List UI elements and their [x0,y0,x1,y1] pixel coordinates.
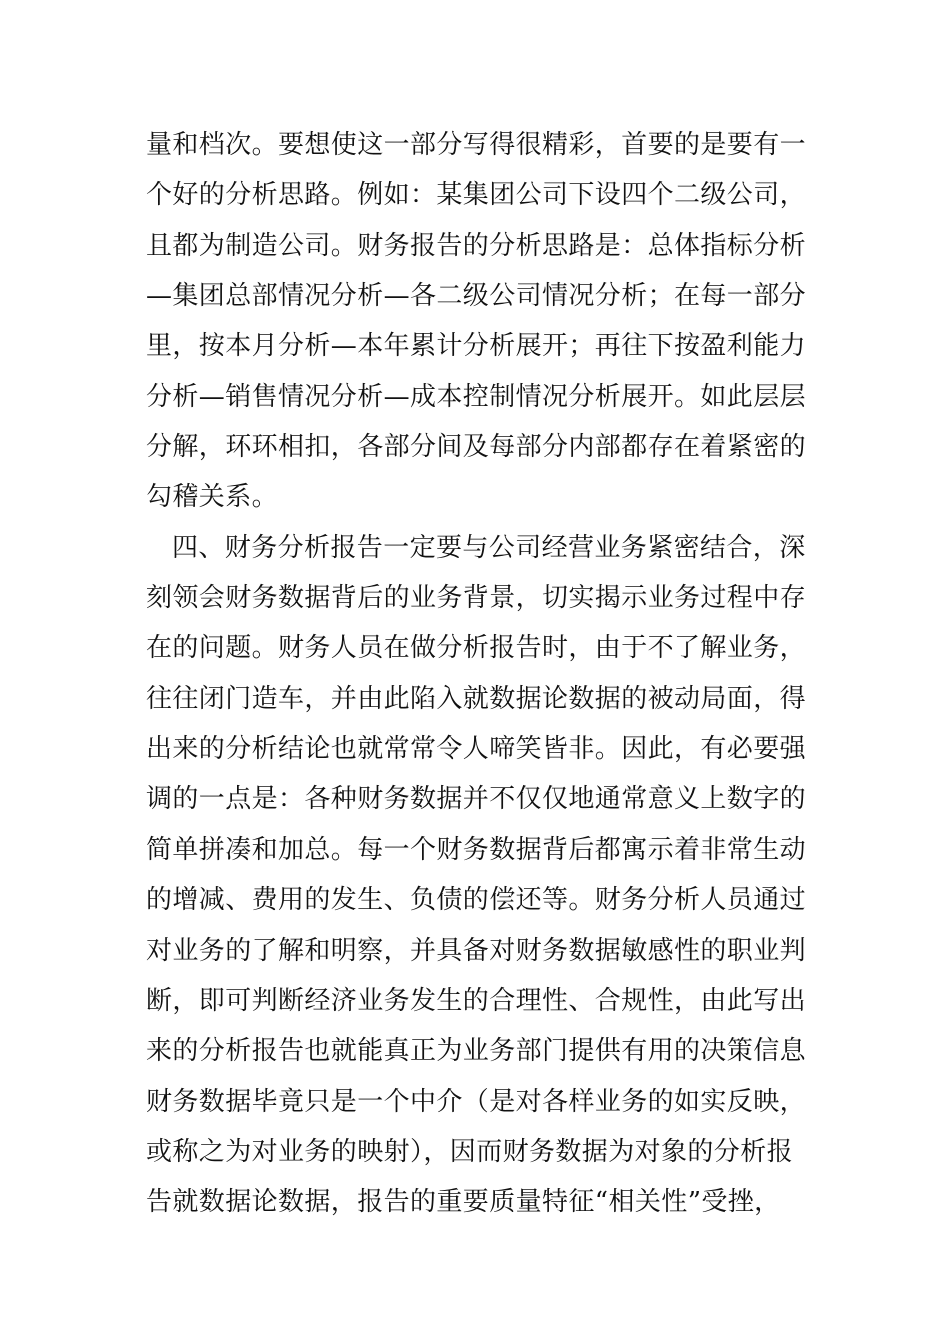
text-line: 对业务的了解和明察，并具备对财务数据敏感性的职业判 [146,935,807,966]
document-body [146,128,816,1236]
text-line: 量和档次。要想使这一部分写得很精彩，首要的是要有一 [146,130,807,160]
text-line: 财务数据毕竟只是一个中介（是对各样业务的如实反映， [146,1086,807,1117]
text-line: 出来的分析结论也就常常令人啼笑皆非。因此，有必要强 [146,734,807,765]
text-line: 断，即可判断经济业务发生的合理性、合规性，由此写出 [146,985,807,1016]
text-line: 来的分析报告也就能真正为业务部门提供有用的决策信息 [146,1036,807,1067]
text-line: 刻领会财务数据背后的业务背景，切实揭示业务过程中存 [146,583,807,614]
text-line: 往往闭门造车，并由此陷入就数据论数据的被动局面，得 [146,683,807,714]
text-line: 且都为制造公司。财务报告的分析思路是：总体指标分析 [146,230,807,261]
text-line: —集团总部情况分析—各二级公司情况分析；在每一部分 [146,281,807,312]
text-line: 个好的分析思路。例如：某集团公司下设四个二级公司， [146,180,807,211]
text-line: 在的问题。财务人员在做分析报告时，由于不了解业务， [146,633,807,664]
text-line: 或称之为对业务的映射），因而财务数据为对象的分析报 [146,1136,794,1167]
text-line: 四、财务分析报告一定要与公司经营业务紧密结合，深 [172,532,806,563]
text-line: 简单拼凑和加总。每一个财务数据背后都寓示着非常生动 [146,834,807,865]
text-line: 分解，环环相扣，各部分间及每部分内部都存在着紧密的 [146,432,807,463]
text-line: 告就数据论数据，报告的重要质量特征“相关性”受挫， [146,1187,781,1218]
text-line: 勾稽关系。 [146,482,279,513]
text-line: 调的一点是：各种财务数据并不仅仅地通常意义上数字的 [146,784,807,815]
text-line: 的增减、费用的发生、负债的偿还等。财务分析人员通过 [146,885,807,916]
text-line: 分析—销售情况分析—成本控制情况分析展开。如此层层 [146,381,807,412]
text-line: 里，按本月分析—本年累计分析展开；再往下按盈利能力 [146,331,807,362]
